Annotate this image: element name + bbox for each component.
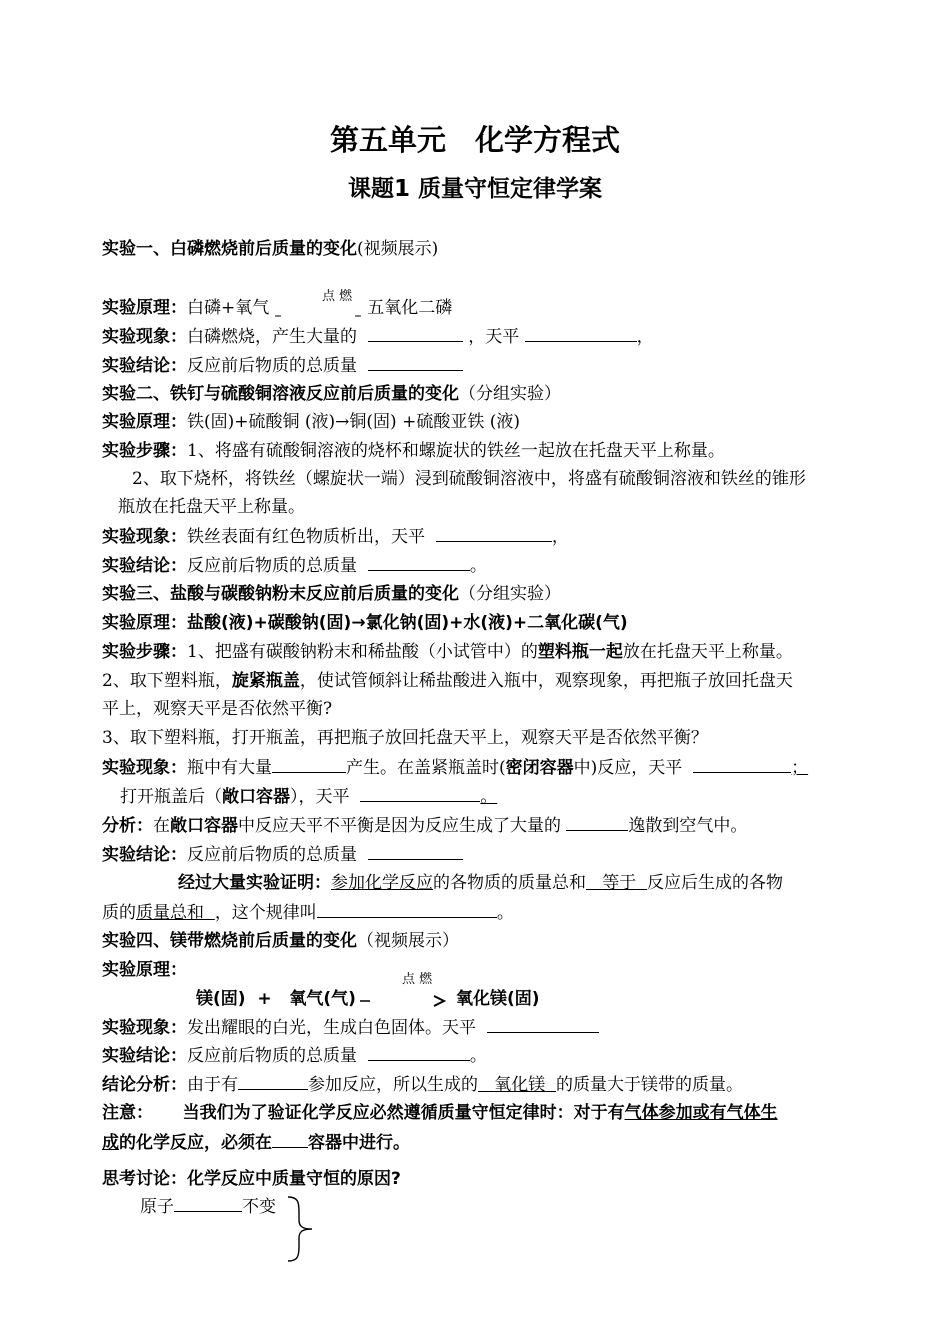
exp3-open-a: 打开瓶盖后（: [120, 787, 222, 807]
notice-line-cont: [102, 1130, 410, 1155]
exp4-analysis-product: [478, 1075, 556, 1095]
exp1-condition: 点 燃: [322, 289, 353, 304]
exp3-open-end: 。: [480, 787, 498, 807]
exp3-phenomenon-line: [102, 755, 808, 780]
exp3-blank-conclusion[interactable]: [368, 842, 463, 860]
exp2-steps-label: 实验步骤：: [102, 441, 187, 461]
exp1-principle-product: 五氧化二磷: [367, 298, 453, 318]
exp3-closed-container: 密闭容器: [505, 758, 574, 778]
law-name-prompt: ，这个规律叫: [214, 903, 317, 923]
exp3-note: （分组实验）: [459, 584, 561, 604]
exp4-eq-reactant1: 镁(固): [196, 989, 246, 1009]
exp3-phenomenon-a: 瓶中有大量: [187, 758, 272, 778]
exp4-conclusion-end: 。: [469, 1046, 487, 1066]
law-statement-line: [178, 871, 783, 895]
notice-gas-condition-cont: 成: [102, 1133, 119, 1153]
exp1-blank-product[interactable]: [368, 324, 463, 342]
exp3-conclusion-text: 反应前后物质的总质量: [187, 845, 357, 865]
exp4-analysis-product-text: 氧化镁: [494, 1075, 546, 1095]
exp4-blank-reactant[interactable]: [238, 1072, 308, 1090]
exp1-phenomenon-line: [102, 324, 654, 349]
exp3-conclusion-label: 实验结论：: [102, 845, 187, 865]
discussion-atom-b: 不变: [242, 1197, 276, 1217]
exp2-phenomenon-line: [102, 524, 569, 549]
exp2-conclusion-text: 反应前后物质的总质量: [187, 556, 357, 576]
exp3-step1-a: 1、把盛有碳酸钠粉末和稀盐酸（小试管中）的: [187, 642, 538, 662]
exp3-open-container: 敞口容器: [222, 787, 290, 807]
law-product-text: 反应后生成的各物: [647, 873, 784, 893]
notice-text-d: 的化学反应，必须在: [119, 1133, 272, 1153]
exp1-blank-balance[interactable]: [525, 324, 637, 342]
exp3-analysis-c: 中反应天平不平衡是因为反应生成了大量的: [238, 816, 561, 836]
exp3-phenomenon-end: ；: [791, 758, 809, 778]
exp1-heading-line: [102, 237, 438, 261]
exp1-conclusion-label: 实验结论：: [102, 356, 187, 376]
exp2-step2b: 瓶放在托盘天平上称量。: [118, 497, 305, 517]
exp3-principle-line: [102, 611, 628, 635]
exp2-note: （分组实验）: [459, 384, 561, 404]
law-blank-name[interactable]: [317, 900, 497, 918]
exp4-eq-product: 氧化镁(固): [455, 989, 540, 1009]
exp1-conclusion-text: 反应前后物质的总质量: [187, 356, 357, 376]
exp3-step2-cont: 平上，观察天平是否依然平衡?: [102, 699, 333, 719]
discussion-atom-line: [140, 1194, 276, 1219]
notice-text-a: 当我们为了验证化学反应必然遵循质量守恒定律时：对于有: [182, 1103, 625, 1123]
exp3-blank-gas[interactable]: [272, 755, 346, 773]
exp4-note: （视频展示）: [357, 931, 459, 951]
exp3-blank-closed-balance[interactable]: [693, 755, 791, 773]
exp3-step2-c: ，使试管倾斜让稀盐酸进入瓶中，观察现象，再把瓶子放回托盘天: [299, 671, 793, 691]
exp2-principle-line: [102, 410, 520, 434]
exp3-step1-c: 放在托盘天平上称量。: [622, 642, 793, 662]
law-participating: 参加化学反应: [331, 873, 433, 893]
exp3-phenomenon-label: 实验现象：: [102, 758, 187, 778]
exp1-phenomenon-end: ，: [636, 327, 654, 347]
exp4-equation-line: [196, 987, 540, 1011]
exp1-principle-line: [102, 296, 452, 320]
exp3-step2-line: [102, 669, 793, 693]
exp2-conclusion-label: 实验结论：: [102, 556, 187, 576]
exp3-blank-analysis[interactable]: [566, 813, 628, 831]
discussion-question: 思考讨论：化学反应中质量守恒的原因?: [102, 1169, 401, 1189]
exp3-analysis-open: 敞口容器: [170, 816, 238, 836]
exp1-phenomenon-label: 实验现象：: [102, 327, 187, 347]
exp3-step3: 3、取下塑料瓶，打开瓶盖，再把瓶子放回托盘天平上，观察天平是否依然平衡？: [102, 728, 708, 748]
exp4-eq-reactant2: 氧气(气): [289, 989, 356, 1009]
law-total-mass-text: 质量总和: [136, 903, 204, 923]
discussion-blank-atom[interactable]: [174, 1194, 242, 1212]
exp4-condition: 点 燃: [402, 972, 433, 987]
exp3-steps-label: 实验步骤：: [102, 642, 187, 662]
exp1-principle-reactants: 白磷+氧气: [187, 298, 270, 318]
exp2-step1: 1、将盛有硫酸铜溶液的烧杯和螺旋状的铁丝一起放在托盘天平上称量。: [187, 441, 725, 461]
exp3-phenomenon-c: 中)反应，天平: [573, 758, 683, 778]
lesson-title: 课题1 质量守恒定律学案: [347, 176, 602, 202]
exp2-conclusion-line: [102, 553, 487, 578]
exp2-phenomenon-label: 实验现象：: [102, 527, 187, 547]
exp4-phenomenon-text: 发出耀眼的白光，生成白色固体。天平: [187, 1018, 476, 1038]
exp4-principle-label: 实验原理：: [102, 960, 187, 980]
law-statement-cont: [102, 900, 514, 925]
law-cont-a: 质的: [102, 903, 136, 923]
exp4-phenomenon-line: [102, 1015, 599, 1040]
exp2-conclusion-end: 。: [469, 556, 487, 576]
exp4-conclusion-line: [102, 1043, 487, 1068]
notice-gas-condition: 气体参加或有气体生: [624, 1103, 778, 1123]
exp4-heading-line: [102, 929, 459, 953]
exp3-principle-text: 盐酸(液)+碳酸钠(固)→氯化钠(固)+水(液)+二氧化碳(气): [187, 613, 628, 633]
exp1-principle-label: 实验原理：: [102, 298, 187, 318]
reaction-arrow-icon: [356, 988, 456, 1010]
exp3-analysis-d: 逸散到空气中。: [628, 816, 748, 836]
exp2-step2a: 2、取下烧杯，将铁丝（螺旋状一端）浸到硫酸铜溶液中，将盛有硫酸铜溶液和铁丝的锥形: [132, 469, 806, 489]
discussion-atom-a: 原子: [140, 1197, 174, 1217]
exp4-blank-conclusion[interactable]: [368, 1043, 470, 1061]
exp4-analysis-label: 结论分析：: [102, 1075, 187, 1095]
reaction-arrow-icon: [269, 299, 367, 319]
exp2-phenomenon-end: ，: [551, 527, 569, 547]
exp1-blank-conclusion[interactable]: [368, 353, 463, 371]
exp3-step2-bold: 旋紧瓶盖: [231, 671, 300, 691]
exp4-eq-plus: +: [257, 989, 272, 1009]
notice-text-e: 容器中进行。: [308, 1133, 410, 1153]
exp3-analysis-line: [102, 813, 747, 838]
exp2-step1-line: [102, 439, 725, 463]
law-equals-text: 等于: [602, 873, 637, 893]
exp3-principle-label: 实验原理：: [102, 613, 187, 633]
exp1-note: (视频展示): [357, 239, 439, 259]
exp3-analysis-label: 分析：: [102, 816, 153, 836]
law-mass-sum: 的各物质的质量总和: [433, 873, 586, 893]
exp4-analysis-d: 的质量大于镁带的质量。: [556, 1075, 744, 1095]
exp2-principle-label: 实验原理：: [102, 412, 187, 432]
law-proof-label: 经过大量实验证明：: [178, 873, 331, 893]
exp4-heading: 实验四、镁带燃烧前后质量的变化: [102, 931, 357, 951]
exp3-step1-bold: 塑料瓶一起: [537, 642, 623, 662]
exp2-heading-line: [102, 382, 561, 406]
exp2-principle-text: 铁(固)+硫酸铜 (液)→铜(固) +硫酸亚铁 (液): [187, 412, 521, 432]
law-equals: [586, 873, 647, 893]
notice-line: [102, 1101, 778, 1125]
exp1-phenomenon-balance: ，天平: [468, 327, 520, 347]
exp3-analysis-a: 在: [153, 816, 170, 836]
exp4-analysis-line: [102, 1072, 743, 1097]
exp4-principle-label-line: [102, 958, 187, 982]
exp3-heading-line: [102, 582, 561, 606]
exp2-blank-conclusion[interactable]: [368, 553, 470, 571]
exp4-blank-balance[interactable]: [487, 1015, 599, 1033]
exp3-open-c: ），天平: [290, 787, 350, 807]
exp3-step2-a: 2、取下塑料瓶，: [102, 671, 232, 691]
exp4-conclusion-label: 实验结论：: [102, 1046, 187, 1066]
exp1-conclusion-line: [102, 353, 463, 378]
exp4-conclusion-text: 反应前后物质的总质量: [187, 1046, 357, 1066]
exp3-heading: 实验三、盐酸与碳酸钠粉末反应前后质量的变化: [102, 584, 459, 604]
notice-label: 注意：: [102, 1103, 153, 1123]
exp1-phenomenon-text: 白磷燃烧，产生大量的: [187, 327, 357, 347]
exp4-analysis-b: 参加反应，所以生成的: [308, 1075, 478, 1095]
law-total-mass: [136, 903, 215, 923]
exp3-step1-line: [102, 640, 793, 664]
exp3-blank-open-balance[interactable]: [360, 784, 480, 802]
exp3-open-line: [120, 784, 497, 809]
unit-title: 第五单元 化学方程式: [329, 123, 620, 157]
exp3-conclusion-line: [102, 842, 463, 867]
exp1-heading: 实验一、白磷燃烧前后质量的变化: [102, 239, 357, 259]
right-brace-icon: [284, 1194, 324, 1264]
law-end: 。: [496, 903, 514, 923]
exp2-heading: 实验二、铁钉与硫酸铜溶液反应前后质量的变化: [102, 384, 459, 404]
exp3-phenomenon-b: 产生。在盖紧瓶盖时(: [346, 758, 506, 778]
exp4-analysis-a: 由于有: [187, 1075, 238, 1095]
exp2-phenomenon-text: 铁丝表面有红色物质析出，天平: [187, 527, 425, 547]
exp2-blank-balance[interactable]: [436, 524, 552, 542]
exp4-phenomenon-label: 实验现象：: [102, 1018, 187, 1038]
notice-blank-container[interactable]: [272, 1130, 308, 1148]
